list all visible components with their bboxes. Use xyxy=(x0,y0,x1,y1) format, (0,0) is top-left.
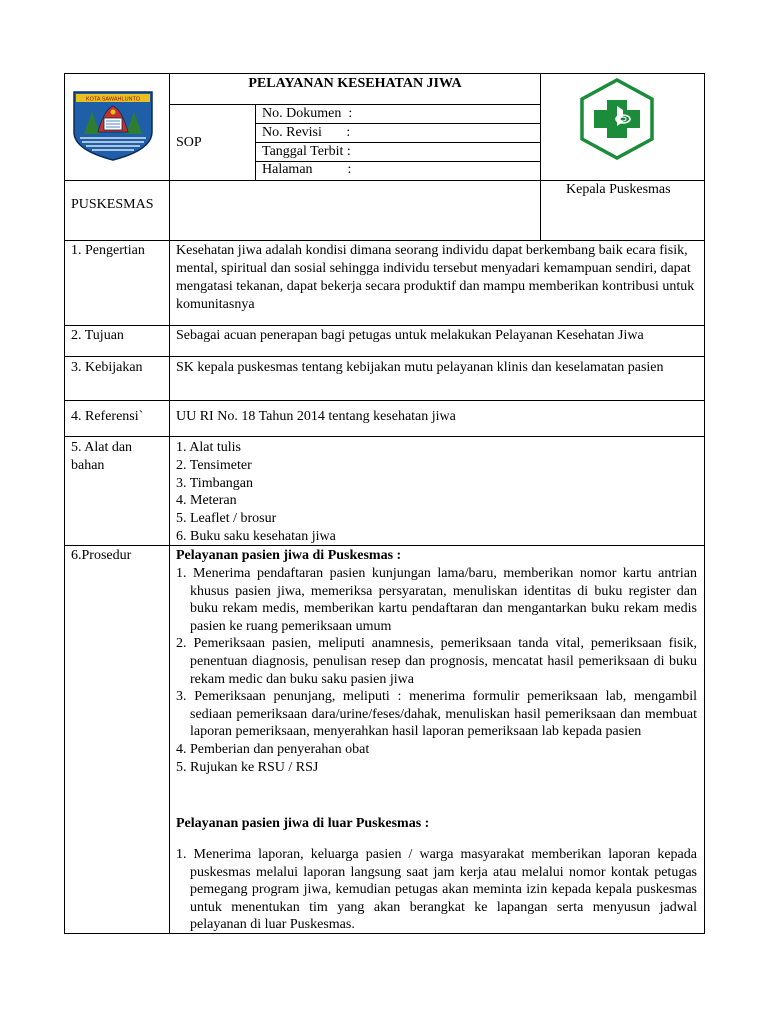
sop-label: SOP xyxy=(176,135,202,150)
list-item: 3. Timbangan xyxy=(176,475,254,491)
table-border-top xyxy=(64,73,705,74)
puskesmas-label: PUSKESMAS xyxy=(71,197,154,212)
list-item: 1. Alat tulis xyxy=(176,440,241,455)
text-tujuan: Sebagai acuan penerapan bagi petugas untuk melakukan Pelayanan Kesehatan Jiwa xyxy=(176,328,644,343)
row-line-referensi xyxy=(64,400,705,401)
list-item: 2. Tensimeter xyxy=(176,457,252,473)
row-line-alat xyxy=(64,436,705,437)
prosedur-outside-steps xyxy=(176,846,697,934)
row-line-pengertian xyxy=(64,240,705,241)
title-bottom-line xyxy=(169,104,541,105)
text-kebijakan: SK kepala puskesmas tentang kebijakan mutu pelayanan klinis dan keselamatan pasien xyxy=(176,360,664,375)
procedure-step: 5. Rujukan ke RSU / RSJ xyxy=(176,759,319,775)
field-no-dokumen: No. Dokumen : xyxy=(262,106,353,121)
text-referensi: UU RI No. 18 Tahun 2014 tentang kesehatan jiwa xyxy=(176,409,456,424)
field-halaman: Halaman : xyxy=(262,162,352,177)
kepala-puskesmas-label: Kepala Puskesmas xyxy=(566,182,671,197)
prosedur-inside-heading: Pelayanan pasien jiwa di Puskesmas : xyxy=(176,548,402,563)
label-alat-line2: bahan xyxy=(71,458,105,473)
puskesmas-logo-svg xyxy=(576,78,658,160)
label-kebijakan: 3. Kebijakan xyxy=(71,360,143,375)
prosedur-outside-heading: Pelayanan pasien jiwa di luar Puskesmas : xyxy=(176,816,430,831)
procedure-step: 3. Pemeriksaan penunjang, meliputi : menerima formulir pemeriksaan lab, mengambil sediaan pemeriksaan dara/urine/feses/dahak, menuliskan hasil pemeriksaan dan membuat laporan pemeriksaan, menyerahkan hasil laporan pemeriksaan lab kepada pasien xyxy=(176,689,697,740)
label-prosedur: 6.Prosedur xyxy=(71,548,132,563)
field-no-revisi: No. Revisi : xyxy=(262,125,351,140)
text-pengertian: Kesehatan jiwa adalah kondisi dimana seorang individu dapat berkembang baik ecara fisik, mental, spiritual dan sosial sehingga individu tersebut menyadari kemampuan sendiri, dapat mengatasi tekanan, dapat bekerja secara produktif dan mampu memberikan kontribusi untuk komunitasnya xyxy=(176,243,695,312)
table-divider-label-col xyxy=(169,73,170,934)
procedure-step: 1. Menerima laporan, keluarga pasien / warga masyarakat memberikan laporan kepada puskesmas melalui laporan langsung saat jam kerja atau melalui nomor kontak petugas pemegang program jiwa, kemudian petugas akan meminta izin kepada kepala puskesmas untuk menentukan tim yang akan berangkat ke lapangan serta menyusun jadwal pelayanan di luar Puskesmas. xyxy=(176,847,697,933)
procedure-step: 4. Pemberian dan penyerahan obat xyxy=(176,741,370,757)
list-item: 6. Buku saku kesehatan jiwa xyxy=(176,528,336,544)
table-border-right xyxy=(704,73,705,934)
alat-list xyxy=(176,439,700,546)
procedure-step: 2. Pemeriksaan pasien, meliputi anamnesis, pemeriksaan tanda vital, pemeriksaan fisik, penentuan diagnosis, penulisan resep dan prognosis, mencatat hasil pemeriksaan di buku rekam medic dan buku saku pasien jiwa xyxy=(176,636,697,687)
table-divider-logo-col xyxy=(540,73,541,240)
document-title: PELAYANAN KESEHATAN JIWA xyxy=(248,76,462,91)
field-tanggal-terbit: Tanggal Terbit : xyxy=(262,144,351,159)
list-item: 4. Meteran xyxy=(176,493,237,509)
prosedur-inside-steps xyxy=(176,565,697,776)
regency-crest-logo xyxy=(70,88,156,162)
label-tujuan: 2. Tujuan xyxy=(71,328,124,343)
row-line-kebijakan xyxy=(64,356,705,357)
regency-crest-svg xyxy=(70,88,156,162)
label-alat-line1: 5. Alat dan xyxy=(71,440,133,455)
puskesmas-logo xyxy=(576,78,658,160)
procedure-step: 1. Menerima pendaftaran pasien kunjungan lama/baru, memberikan nomor kartu antrian khusus pasien jiwa, memeriksa persyaratan, menuliskan identitas di buku register dan buku rekam medis, memberikan kartu pendaftaran dan mengantarkan buku rekam medis pasien ke ruang pemeriksaan umum xyxy=(176,566,697,634)
label-referensi: 4. Referensi` xyxy=(71,409,144,424)
list-item: 5. Leaflet / brosur xyxy=(176,511,277,527)
table-border-left xyxy=(64,73,65,934)
crest-banner-text: KOTA SAWAHLUNTO xyxy=(85,96,141,103)
row-line-tujuan xyxy=(64,325,705,326)
label-pengertian: 1. Pengertian xyxy=(71,243,145,258)
